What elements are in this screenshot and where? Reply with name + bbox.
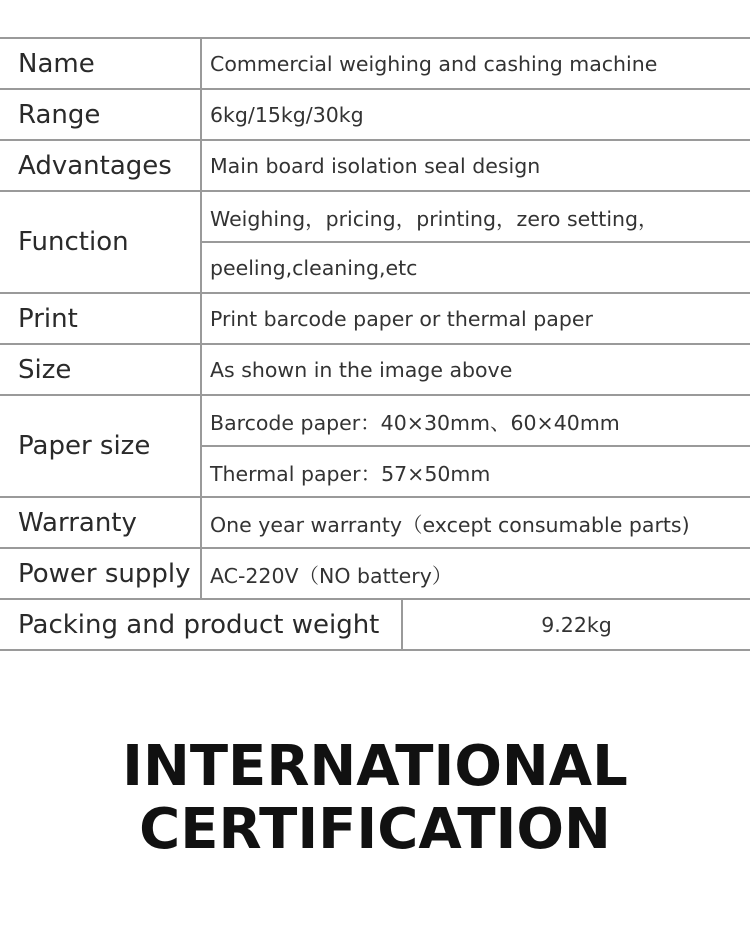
spec-label: Name (0, 39, 202, 88)
spec-label: Print (0, 294, 202, 343)
spec-row-power-supply (0, 547, 750, 598)
spec-label: Power supply (0, 549, 202, 598)
spec-label: Warranty (0, 498, 202, 547)
spec-label: Paper size (0, 396, 202, 496)
spec-label: Function (0, 192, 202, 292)
spec-row-name (0, 37, 750, 88)
spec-value: Main board isolation seal design (210, 153, 541, 178)
spec-value: peeling,cleaning,etc (202, 241, 750, 292)
spec-row-warranty (0, 496, 750, 547)
spec-value: Print barcode paper or thermal paper (210, 306, 593, 331)
spec-value: Thermal paper：57×50mm (202, 445, 750, 496)
spec-value: 9.22kg (541, 612, 612, 637)
spec-label: Advantages (0, 141, 202, 190)
spec-label: Range (0, 90, 202, 139)
spec-row-packing-weight (0, 598, 750, 651)
spec-value: 6kg/15kg/30kg (210, 102, 364, 127)
spec-row-paper-size (0, 394, 750, 496)
certification-heading-line2: CERTIFICATION (139, 797, 611, 862)
spec-value: As shown in the image above (210, 357, 513, 382)
spec-label: Size (0, 345, 202, 394)
spec-row-advantages (0, 139, 750, 190)
spec-label: Packing and product weight (0, 600, 403, 649)
spec-value: Barcode paper：40×30mm、60×40mm (210, 410, 620, 435)
spec-value: Commercial weighing and cashing machine (210, 51, 658, 76)
spec-row-size (0, 343, 750, 394)
spec-row-function (0, 190, 750, 292)
spec-value: Weighing，pricing，printing，zero setting， (210, 206, 659, 231)
spec-value: AC-220V（NO battery） (210, 563, 453, 588)
spec-value: One year warranty（except consumable parts) (210, 512, 690, 537)
spec-row-range (0, 88, 750, 139)
certification-heading-line1: INTERNATIONAL (122, 734, 628, 799)
spec-row-print (0, 292, 750, 343)
